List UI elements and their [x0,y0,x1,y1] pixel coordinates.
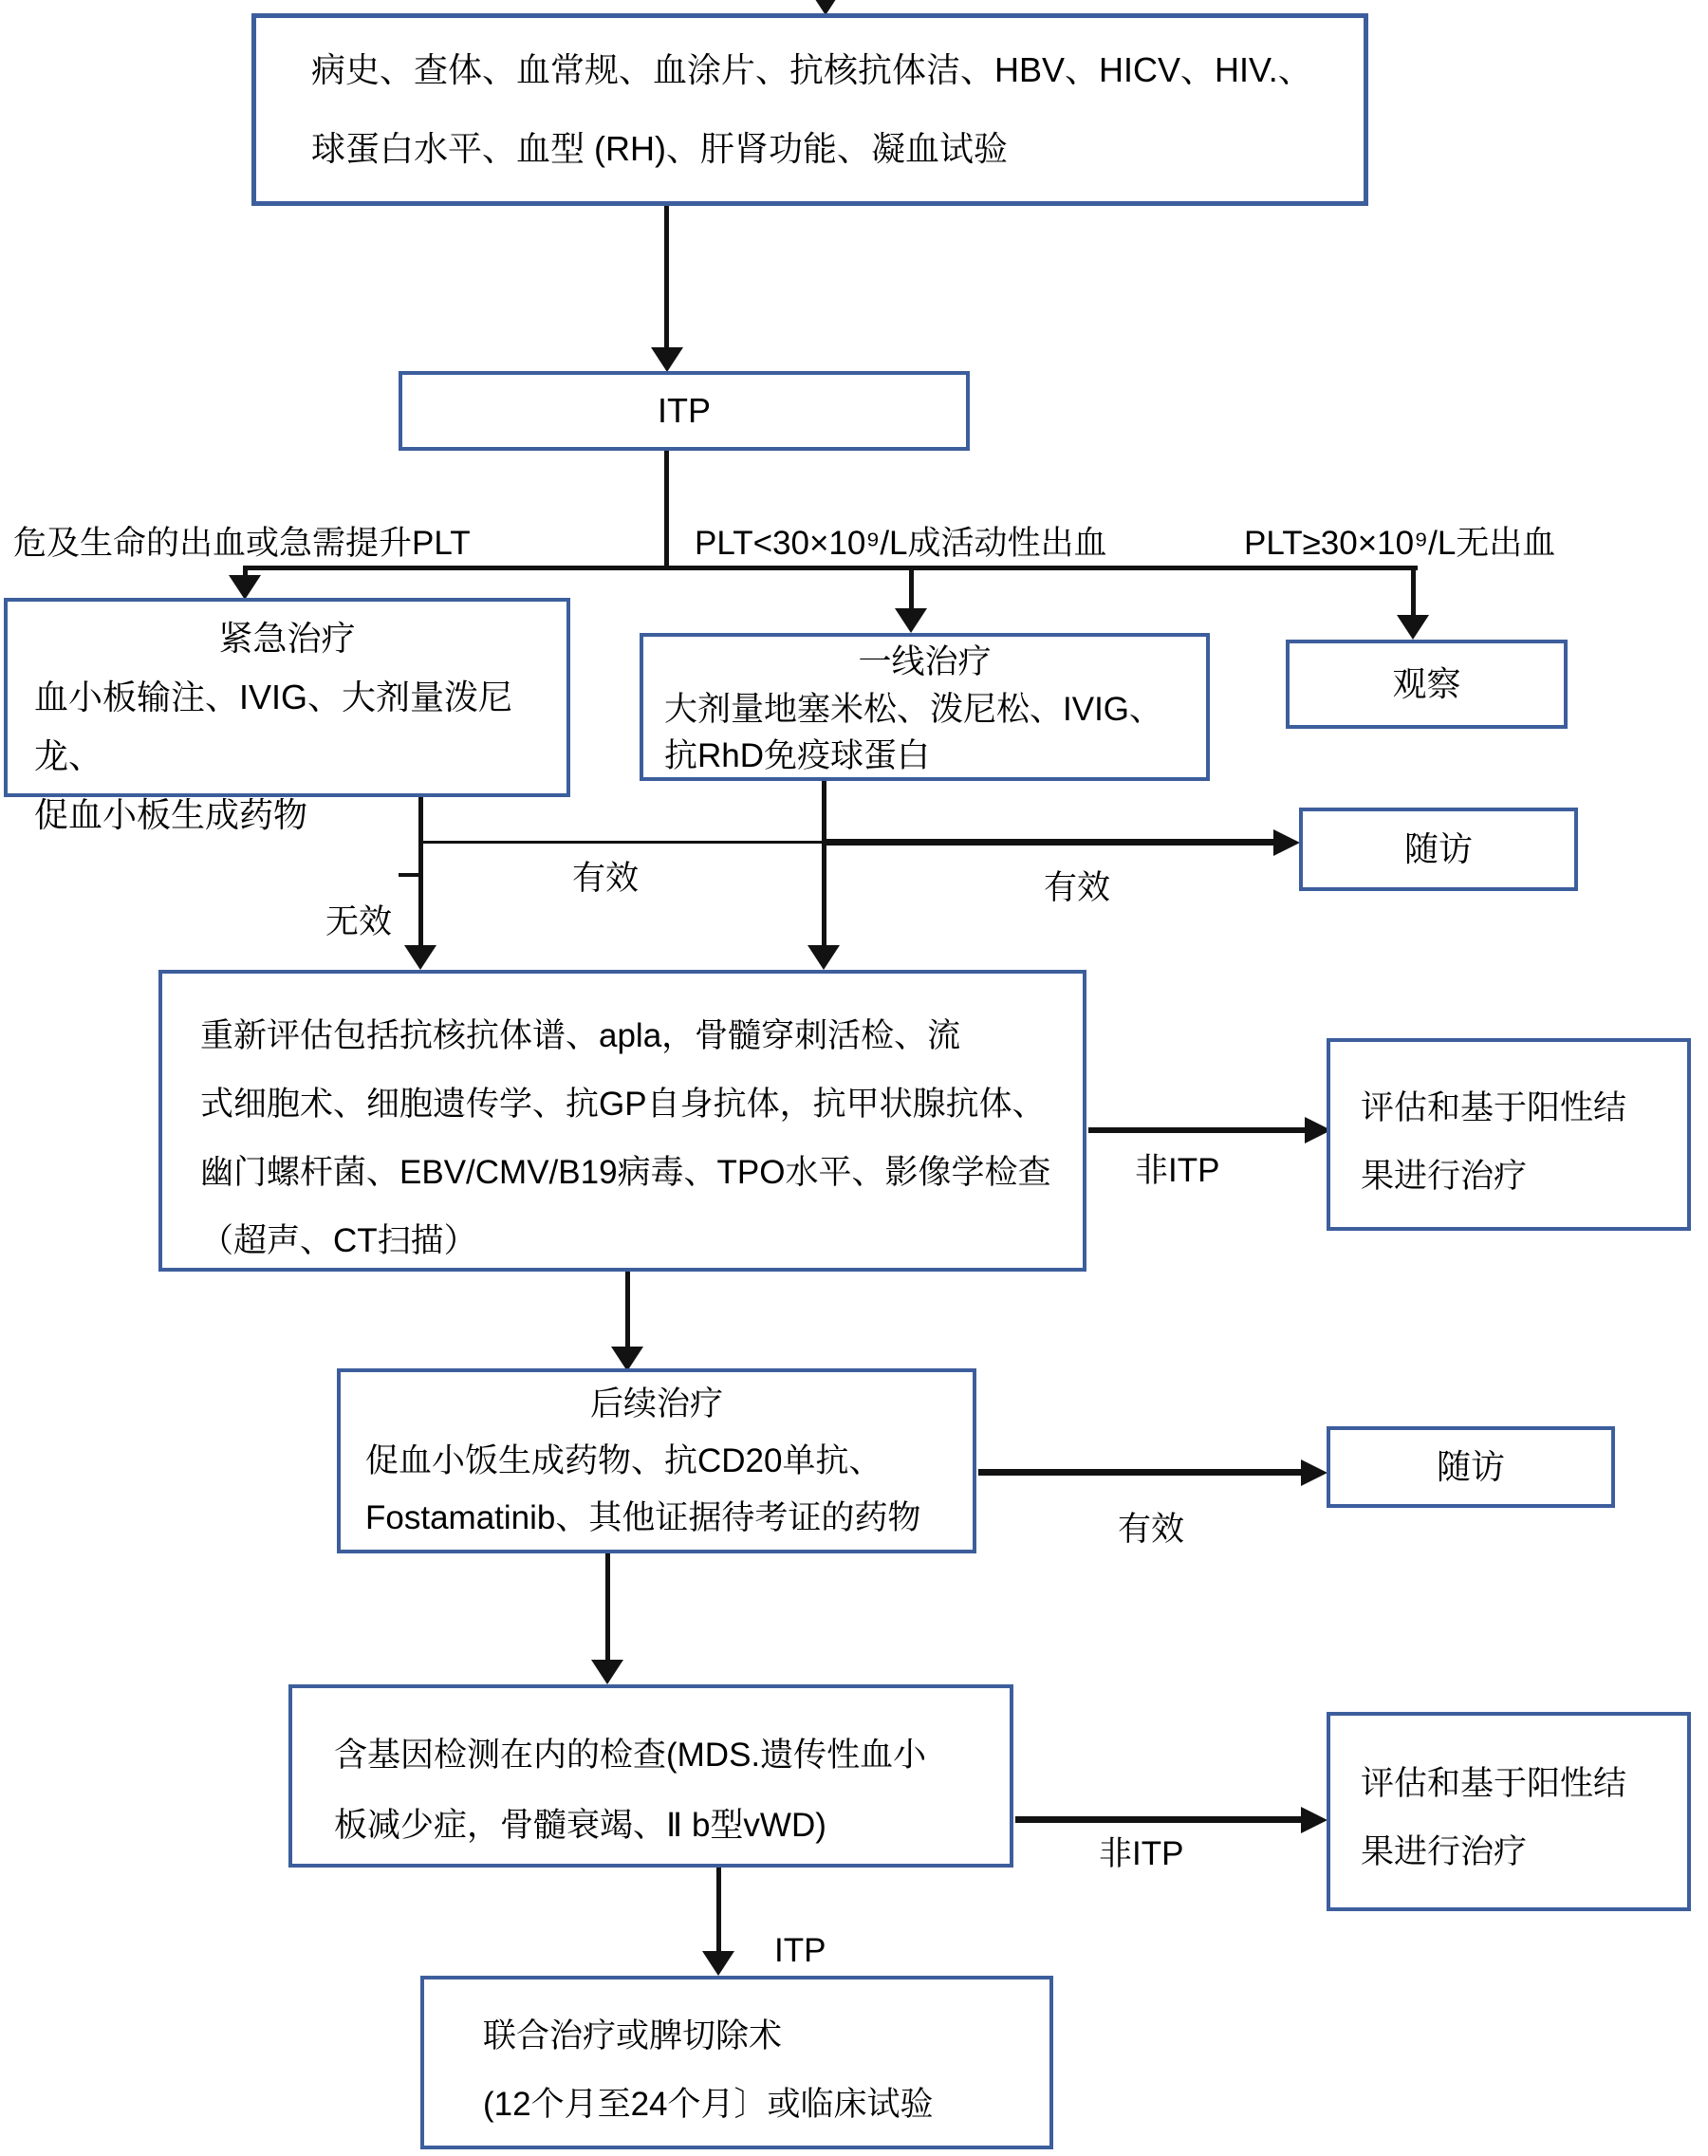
label-effective-1: 有效 [572,860,640,897]
arrowhead-urgent-into-reassess-icon [404,945,436,970]
non-itp-arrow-line-1 [1088,1127,1305,1133]
assess-box-1-line-2: 果进行治疗 [1361,1158,1528,1196]
arrowhead-firstline-into-reassess-icon [808,945,840,970]
reassess-line-1: 重新评估包括抗核抗体谱、apla，骨髓穿刺活检、流 [200,1017,961,1054]
arrowhead-into-assess2-icon [1301,1807,1327,1833]
subsequent-treatment-line-1: 促血小饭生成药物、抗CD20单抗、 [365,1442,882,1480]
connector-urgent-reassess [418,797,423,947]
arrowhead-into-genetic-icon [591,1660,623,1684]
arrowhead-into-combo-icon [702,1951,734,1976]
combined-therapy-line-1: 联合治疗或脾切除术 [483,2017,783,2054]
connector-workup-itp [664,206,669,348]
first-line-treatment-line-1: 大剂量地塞米松、泼尼松、IVIG、 [664,690,1163,728]
connector-to-observe [1411,566,1416,617]
effective-thin-line [420,841,826,844]
connector-genetic-combo [716,1868,721,1955]
followup-box-2-title: 随访 [1436,1447,1505,1487]
reassess-line-2: 式细胞术、细胞遗传学、抗GP自身抗体，抗甲状腺抗体、 [200,1086,1046,1124]
effective-arrow-line-2 [978,1469,1301,1476]
combined-therapy-line-2: (12个月至24个月〕或临床试验 [483,2086,934,2124]
arrowhead-into-followup1-icon [1273,829,1300,856]
genetic-testing-line-2: 板减少症，骨髓衰竭、Ⅱ b型vWD) [334,1807,826,1845]
urgent-treatment-line-2: 促血小板生成药物 [34,794,308,834]
label-ineffective: 无效 [325,903,393,940]
assess-box-1-line-1: 评估和基于阳性结 [1361,1089,1627,1126]
arrowhead-into-observe-icon [1397,615,1429,640]
branch-label-plt-low: PLT<30×10⁹/L成活动性出血 [695,525,1107,562]
urgent-treatment-box [4,598,570,834]
non-itp-arrow-line-2 [1015,1816,1301,1823]
arrowhead-into-followup2-icon [1301,1459,1327,1486]
assess-positive-box-2 [1327,1712,1691,1911]
reassess-line-3: 幽门螺杆菌、EBV/CMV/B19病毒、TPO水平、影像学检查 [200,1154,1051,1192]
combined-therapy-box [420,1976,1053,2149]
urgent-treatment-title: 紧急治疗 [218,619,356,658]
followup-box-1 [1299,808,1578,891]
label-non-itp-1: 非ITP [1135,1152,1220,1189]
arrowhead-into-urgent-icon [229,575,261,600]
connector-subsequent-genetic [605,1553,610,1661]
effective-arrow-line [824,839,1273,846]
reassess-box [158,970,1086,1272]
first-line-treatment-line-2: 抗RhD免疫球蛋白 [664,737,931,775]
connector-to-firstline [909,566,914,610]
label-effective-2: 有效 [1044,869,1111,906]
observe-box-title: 观察 [1392,664,1461,704]
arrowhead-into-firstline-icon [895,608,927,633]
label-itp-path: ITP [774,1932,826,1969]
genetic-testing-box [288,1684,1013,1868]
label-non-itp-2: 非ITP [1099,1835,1184,1872]
subsequent-treatment-title: 后续治疗 [589,1385,723,1422]
assess-box-2-line-2: 果进行治疗 [1361,1833,1528,1871]
connector-itp-junction [664,451,669,569]
assess-box-2-line-1: 评估和基于阳性结 [1361,1765,1627,1802]
connector-firstline-reassess [822,781,826,947]
assess-positive-box-1 [1327,1038,1691,1231]
branch-label-life-threatening: 危及生命的出血或急需提升PLT [13,525,471,562]
branch-label-plt-high: PLT≥30×10⁹/L无出血 [1244,525,1556,562]
itp-box [399,371,970,451]
subsequent-treatment-box [337,1368,976,1553]
itp-box-title: ITP [657,391,711,431]
reassess-line-4: （超声、CT扫描） [200,1222,477,1260]
first-line-treatment-box [640,633,1210,781]
workup-line-1: 病史、查体、血常规、血涂片、抗核抗体洁、HBV、HICV、HIV.、 [311,50,1312,90]
subsequent-treatment-line-2: Fostamatinib、其他证据待考证的药物 [365,1499,921,1537]
followup-box-1-title: 随访 [1403,829,1473,869]
label-effective-3: 有效 [1118,1511,1185,1548]
tick-mark [399,873,423,877]
first-line-treatment-title: 一线治疗 [858,643,992,680]
workup-line-2: 球蛋白水平、血型 (RH)、肝肾功能、凝血试验 [311,129,1008,169]
arrowhead-into-itp-icon [651,347,683,372]
observe-box [1286,640,1568,729]
distribution-line [243,566,1418,570]
connector-reassess-subsequent [625,1272,630,1348]
workup-box [251,13,1368,206]
followup-box-2 [1327,1426,1615,1508]
urgent-treatment-line-1: 血小板输注、IVIG、大剂量泼尼龙、 [34,677,513,775]
genetic-testing-line-1: 含基因检测在内的检查(MDS.遗传性血小 [334,1737,927,1774]
